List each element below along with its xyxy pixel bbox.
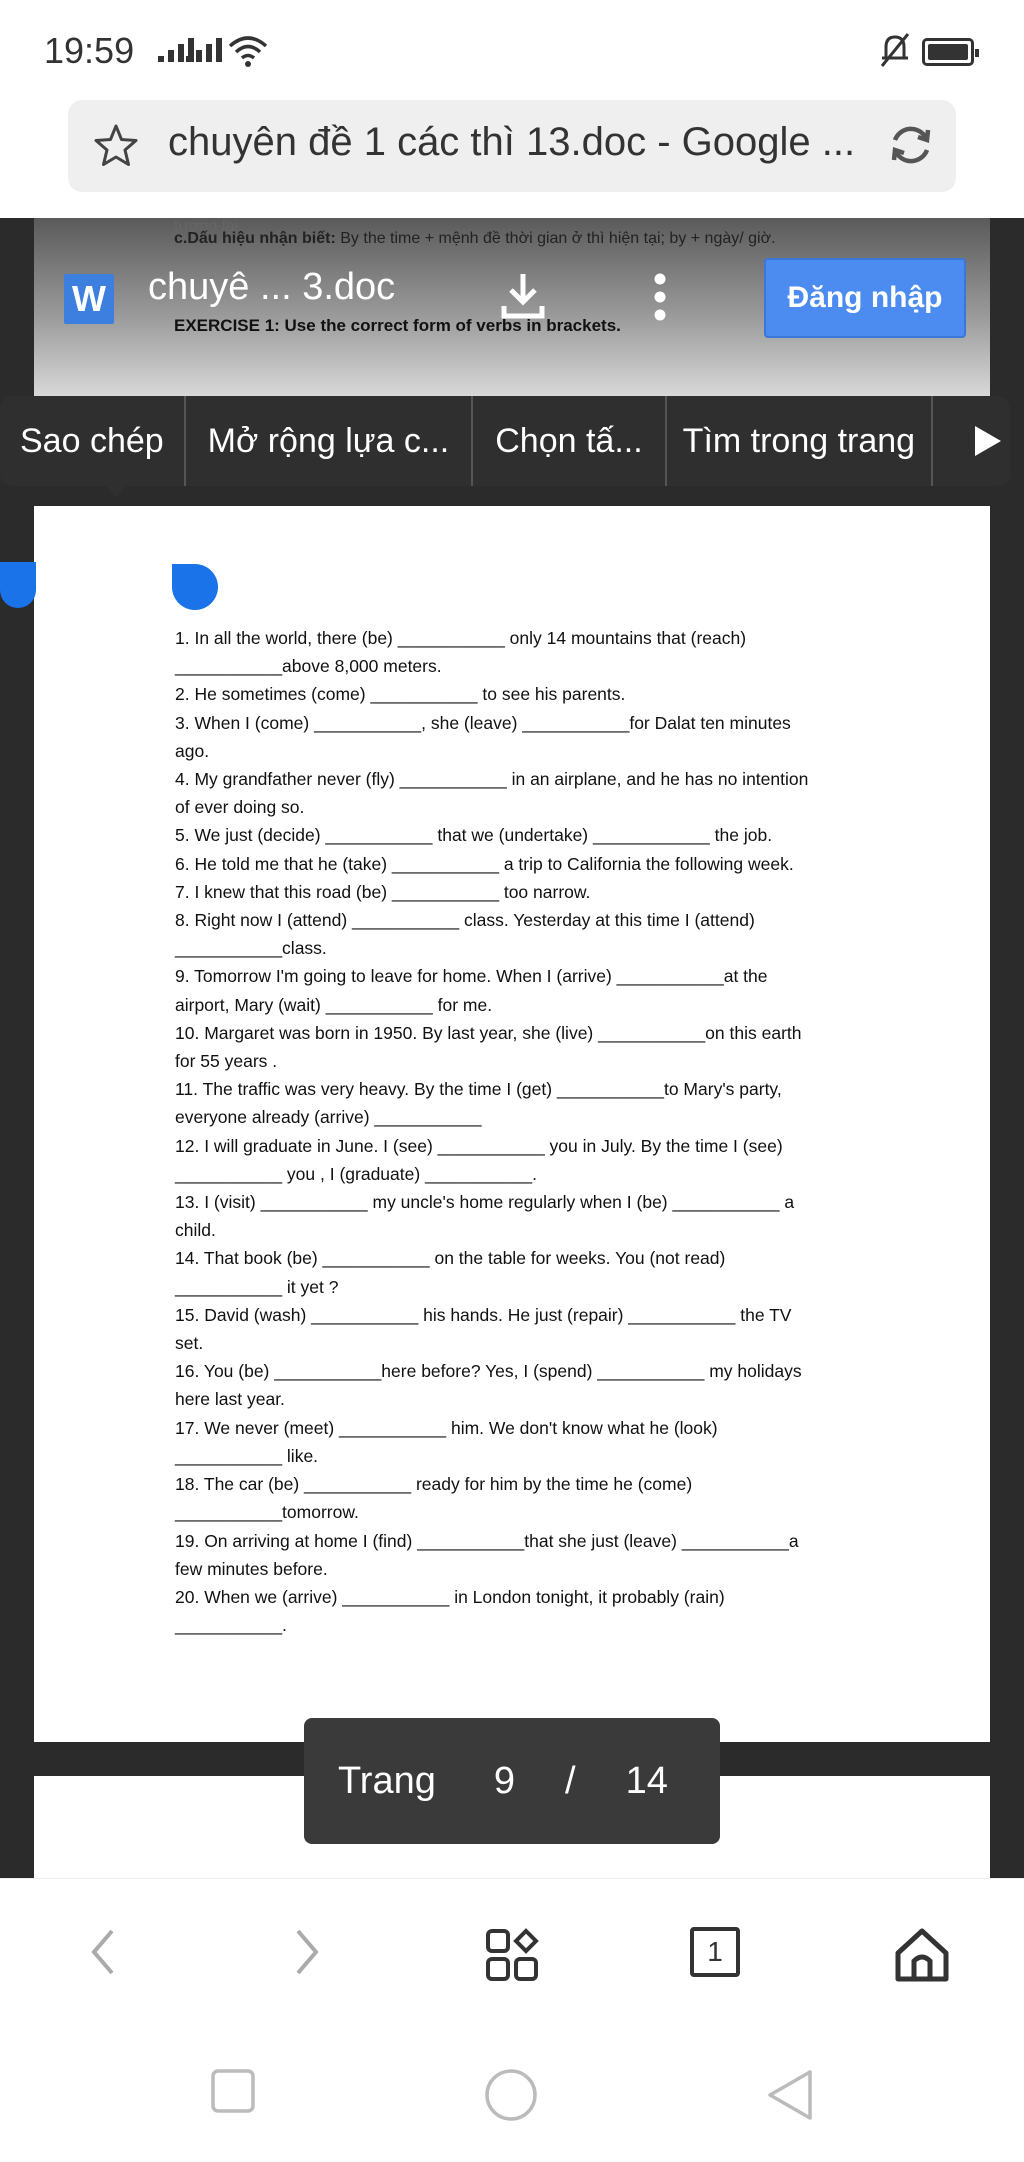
exercise-line: 17. We never (meet) ___________ him. We don't know what he (look) xyxy=(175,1417,718,1438)
exercise-line: ___________class. xyxy=(175,938,327,959)
tabs-button[interactable] xyxy=(690,1927,740,1977)
exercise-line: 7. I knew that this road (be) ___________ too narrow. xyxy=(175,881,591,902)
exercise-line: few minutes before. xyxy=(175,1558,328,1579)
battery-icon xyxy=(922,38,974,66)
menu-more-arrow[interactable] xyxy=(933,396,1003,486)
exercise-line: ___________ you , I (graduate) ___________. xyxy=(175,1163,537,1184)
exercise-line: ___________ it yet ? xyxy=(175,1276,339,1297)
url-title[interactable]: chuyên đề 1 các thì 13.doc - Google ... xyxy=(168,120,856,164)
exercise-line: ___________tomorrow. xyxy=(175,1502,359,1523)
exercise-line: 9. Tomorrow I'm going to leave for home. When I (arrive) ___________at the xyxy=(175,966,768,987)
exercise-line: 18. The car (be) ___________ ready for him by the time he (come) xyxy=(175,1474,693,1495)
menu-expand-selection[interactable]: Mở rộng lựa c... xyxy=(186,396,474,486)
page-indicator xyxy=(304,1718,720,1844)
exercise-line: child. xyxy=(175,1220,216,1241)
signs-label: c.Dấu hiệu nhận biết: xyxy=(174,230,336,247)
back-icon[interactable] xyxy=(88,1927,118,1977)
menu-copy[interactable]: Sao chép xyxy=(0,396,186,486)
doc-signs-line xyxy=(174,230,776,248)
star-icon[interactable] xyxy=(92,122,140,170)
doc-name: chuyê ... 3.doc xyxy=(148,266,396,308)
exercise-line: 12. I will graduate in June. I (see) ___________ you in July. By the time I (see) xyxy=(175,1135,783,1156)
refresh-icon[interactable] xyxy=(886,120,936,170)
exercise-line: ago. xyxy=(175,740,210,761)
exercise-line: 15. David (wash) ___________ his hands. He just (repair) ___________ the TV xyxy=(175,1304,792,1325)
exercise-line: 14. That book (be) ___________ on the table for weeks. You (not read) xyxy=(175,1248,726,1269)
play-arrow-icon[interactable] xyxy=(973,424,1003,458)
exercise-line: 1. In all the world, there (be) ___________ only 14 mountains that (reach) xyxy=(175,628,747,648)
download-icon[interactable] xyxy=(500,270,546,320)
exercise-line: 8. Right now I (attend) ___________ class. Yesterday at this time I (attend) xyxy=(175,910,755,931)
browser-bottom-nav xyxy=(0,1878,1024,2038)
home-circle-icon[interactable] xyxy=(484,2068,538,2122)
forward-icon[interactable] xyxy=(292,1927,322,1977)
back-triangle-icon[interactable] xyxy=(766,2068,814,2122)
status-bar xyxy=(0,0,1024,100)
recents-icon[interactable] xyxy=(210,2068,256,2114)
exercise-line: of ever doing so. xyxy=(175,797,305,818)
word-logo-icon: W xyxy=(64,274,114,324)
signal-icon-2 xyxy=(186,38,222,62)
selection-handle-end[interactable] xyxy=(172,564,218,610)
system-nav-bar xyxy=(0,2038,1024,2162)
menu-find-in-page[interactable]: Tìm trong trang xyxy=(667,396,933,486)
signs-text: By the time + mệnh đề thời gian ở thì hiện tại; by + ngày/ giờ. xyxy=(340,230,776,247)
exercise-line: 6. He told me that he (take) ___________ a trip to California the following week. xyxy=(175,853,794,874)
exercise-line: 4. My grandfather never (fly) ___________ in an airplane, and he has no intention xyxy=(175,769,809,790)
status-time: 19:59 xyxy=(44,30,135,71)
exercise-line: 16. You (be) ___________here before? Yes, I (spend) ___________ my holidays xyxy=(175,1361,802,1382)
exercise-line: ___________ like. xyxy=(175,1445,319,1466)
tab-count: 1 xyxy=(707,1936,723,1967)
exercise-line: 20. When we (arrive) ___________ in London tonight, it probably (rain) xyxy=(175,1586,725,1607)
exercise-line: 13. I (visit) ___________ my uncle's home regularly when I (be) ___________ a xyxy=(175,1192,795,1213)
exercise-text xyxy=(175,624,851,1639)
home-icon[interactable] xyxy=(894,1927,950,1983)
exercise-line: 19. On arriving at home I (find) ___________that she just (leave) ___________a xyxy=(175,1530,799,1551)
exercise-line: airport, Mary (wait) ___________ for me. xyxy=(175,994,493,1015)
more-options-icon[interactable] xyxy=(650,272,670,322)
exercise-line: for 55 years . xyxy=(175,1051,278,1072)
menu-pointer xyxy=(104,484,128,498)
menu-select-all[interactable]: Chọn tấ... xyxy=(473,396,666,486)
exercise-line: 2. He sometimes (come) ___________ to see his parents. xyxy=(175,684,626,705)
bell-muted-icon xyxy=(878,32,912,68)
page-label: Trang xyxy=(338,1759,436,1802)
url-bar[interactable] xyxy=(68,100,956,192)
page-separator: / xyxy=(565,1759,576,1802)
exercise-line: 3. When I (come) ___________, she (leave) ___________for Dalat ten minutes xyxy=(175,712,791,733)
login-button[interactable]: Đăng nhập xyxy=(764,258,966,338)
page-current: 9 xyxy=(493,1759,515,1802)
page-total: 14 xyxy=(625,1759,668,1802)
exercise-line: ___________. xyxy=(175,1615,287,1636)
exercise-line: here last year. xyxy=(175,1389,285,1410)
exercise-line: 11. The traffic was very heavy. By the time I (get) ___________to Mary's party, xyxy=(175,1079,782,1100)
exercise-line: 5. We just (decide) ___________ that we (undertake) ____________ the job. xyxy=(175,825,773,846)
doc-partial-line: tương lai. xyxy=(174,218,243,235)
wifi-icon xyxy=(228,34,268,68)
selection-handle-start[interactable] xyxy=(0,562,36,608)
exercise-line: 10. Margaret was born in 1950. By last year, she (live) ___________on this earth xyxy=(175,1022,802,1043)
exercise-title: EXERCISE 1: Use the correct form of verbs in brackets. xyxy=(174,316,621,335)
exercise-line: everyone already (arrive) ___________ xyxy=(175,1107,482,1128)
menu-grid-icon[interactable] xyxy=(484,1927,540,1983)
exercise-line: set. xyxy=(175,1333,204,1354)
exercise-line: ___________above 8,000 meters. xyxy=(175,656,442,677)
text-selection-menu xyxy=(0,396,1010,486)
